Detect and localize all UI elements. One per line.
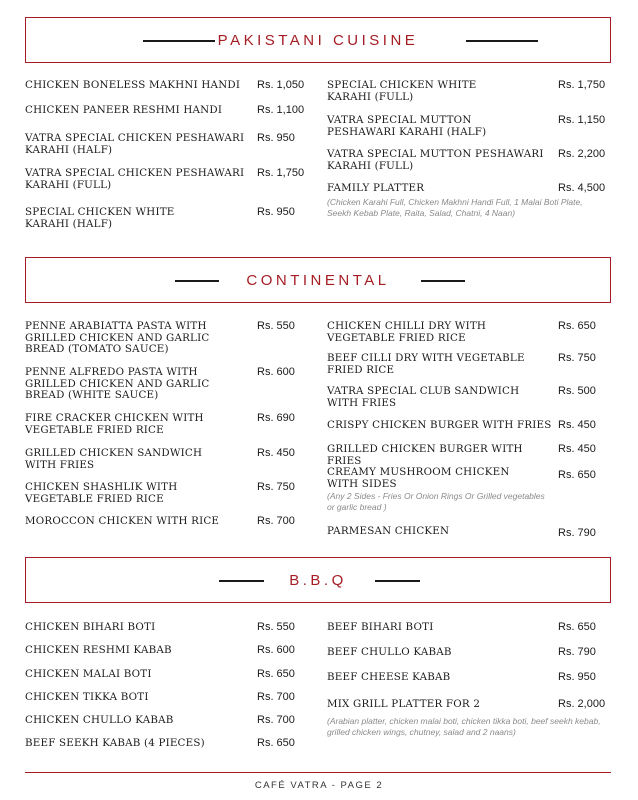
menu-item-name: CHICKEN BONELESS MAKHNI HANDI [25,79,241,91]
menu-item-name: CHICKEN CHULLO KABAB [25,714,174,726]
menu-item-price: Rs. 550 [257,621,295,633]
menu-item-price: Rs. 600 [257,366,295,378]
menu-item-name: VATRA SPECIAL MUTTON PESHAWARI KARAHI (HALF) [327,114,487,138]
menu-item-name: VATRA SPECIAL CHICKEN PESHAWARI KARAHI (FULL) [25,167,245,191]
section-header-pakistani [25,17,611,63]
menu-item-price: Rs. 700 [257,714,295,726]
footer-divider [25,772,611,773]
menu-item-price: Rs. 790 [558,646,596,658]
menu-item-note: (Arabian platter, chicken malai boti, chicken tikka boti, beef seekh kebab, grilled chicken wings, chutney, salad and 2 naans) [327,716,601,737]
menu-item-price: Rs. 1,750 [257,167,305,179]
menu-item-name: VATRA SPECIAL MUTTON PESHAWARI KARAHI (FULL) [327,148,544,172]
menu-item-name: SPECIAL CHICKEN WHITE KARAHI (HALF) [25,206,175,230]
menu-item-name: CRISPY CHICKEN BURGER WITH FRIES [327,419,552,431]
menu-item-price: Rs. 690 [257,412,295,424]
menu-item-price: Rs. 750 [257,481,295,493]
menu-item-name: PARMESAN CHICKEN [327,525,450,537]
menu-item-name: PENNE ALFREDO PASTA WITH GRILLED CHICKEN AND GARLIC BREAD (WHITE SAUCE) [25,366,210,401]
section-header-bbq [25,557,611,603]
menu-item-name: PENNE ARABIATTA PASTA WITH GRILLED CHICKEN AND GARLIC BREAD (TOMATO SAUCE) [25,320,210,355]
menu-item-name: GRILLED CHICKEN SANDWICH WITH FRIES [25,447,203,471]
section-header-continental [25,257,611,303]
menu-item-price: Rs. 450 [558,443,596,455]
menu-item-price: Rs. 2,000 [558,698,606,710]
menu-item-name: BEEF SEEKH KABAB (4 PIECES) [25,737,205,749]
menu-item-price: Rs. 450 [257,447,295,459]
menu-item-name: SPECIAL CHICKEN WHITE KARAHI (FULL) [327,79,477,103]
menu-item-name: FIRE CRACKER CHICKEN WITH VEGETABLE FRIED RICE [25,412,204,436]
menu-item-name: GRILLED CHICKEN BURGER WITH FRIES [327,443,523,467]
menu-item-name: CHICKEN MALAI BOTI [25,668,152,680]
menu-item-price: Rs. 650 [558,320,596,332]
menu-item-name: BEEF BIHARI BOTI [327,621,434,633]
menu-item-name: CHICKEN RESHMI KABAB [25,644,172,656]
menu-item-name: CHICKEN PANEER RESHMI HANDI [25,104,223,116]
menu-item-price: Rs. 950 [257,206,295,218]
menu-item-name: CREAMY MUSHROOM CHICKEN WITH SIDES [327,466,510,490]
menu-item-name: VATRA SPECIAL CHICKEN PESHAWARI KARAHI (HALF) [25,132,245,156]
menu-item-price: Rs. 600 [257,644,295,656]
menu-item-name: FAMILY PLATTER [327,182,425,194]
menu-item-name: MIX GRILL PLATTER FOR 2 [327,698,481,710]
menu-item-name: BEEF CILLI DRY WITH VEGETABLE FRIED RICE [327,352,525,376]
menu-item-note: (Chicken Karahi Full, Chicken Makhni Handi Full, 1 Malai Boti Plate, Seekh Kebab Plate, Raita, Salad, Chatni, 4 Naan) [327,197,583,218]
menu-item-price: Rs. 550 [257,320,295,332]
menu-item-note: (Any 2 Sides - Fries Or Onion Rings Or Grilled vegetables or garlic bread ) [327,491,545,512]
menu-item-price: Rs. 950 [558,671,596,683]
menu-item-name: CHICKEN BIHARI BOTI [25,621,156,633]
menu-item-name: BEEF CHEESE KABAB [327,671,451,683]
menu-item-name: CHICKEN TIKKA BOTI [25,691,149,703]
menu-item-price: Rs. 2,200 [558,148,606,160]
menu-item-name: BEEF CHULLO KABAB [327,646,452,658]
menu-item-price: Rs. 650 [558,469,596,481]
menu-item-price: Rs. 450 [558,419,596,431]
menu-item-price: Rs. 650 [257,737,295,749]
menu-item-price: Rs. 1,150 [558,114,606,126]
menu-item-price: Rs. 1,750 [558,79,606,91]
section-title: B.B.Q [289,571,347,589]
menu-item-price: Rs. 950 [257,132,295,144]
menu-item-price: Rs. 790 [558,527,596,539]
menu-item-price: Rs. 700 [257,691,295,703]
menu-item-price: Rs. 1,100 [257,104,305,116]
menu-item-name: MOROCCON CHICKEN WITH RICE [25,515,220,527]
menu-item-price: Rs. 700 [257,515,295,527]
menu-item-price: Rs. 1,050 [257,79,305,91]
menu-item-price: Rs. 750 [558,352,596,364]
menu-item-price: Rs. 650 [558,621,596,633]
page-footer: CAFÉ VATRA - PAGE 2 [254,780,384,791]
menu-item-name: CHICKEN SHASHLIK WITH VEGETABLE FRIED RICE [25,481,178,505]
menu-item-price: Rs. 650 [257,668,295,680]
section-title: PAKISTANI CUISINE [217,31,419,49]
menu-item-name: VATRA SPECIAL CLUB SANDWICH WITH FRIES [327,385,520,409]
menu-item-price: Rs. 500 [558,385,596,397]
menu-item-price: Rs. 4,500 [558,182,606,194]
menu-item-name: CHICKEN CHILLI DRY WITH VEGETABLE FRIED RICE [327,320,487,344]
section-title: CONTINENTAL [246,271,390,289]
